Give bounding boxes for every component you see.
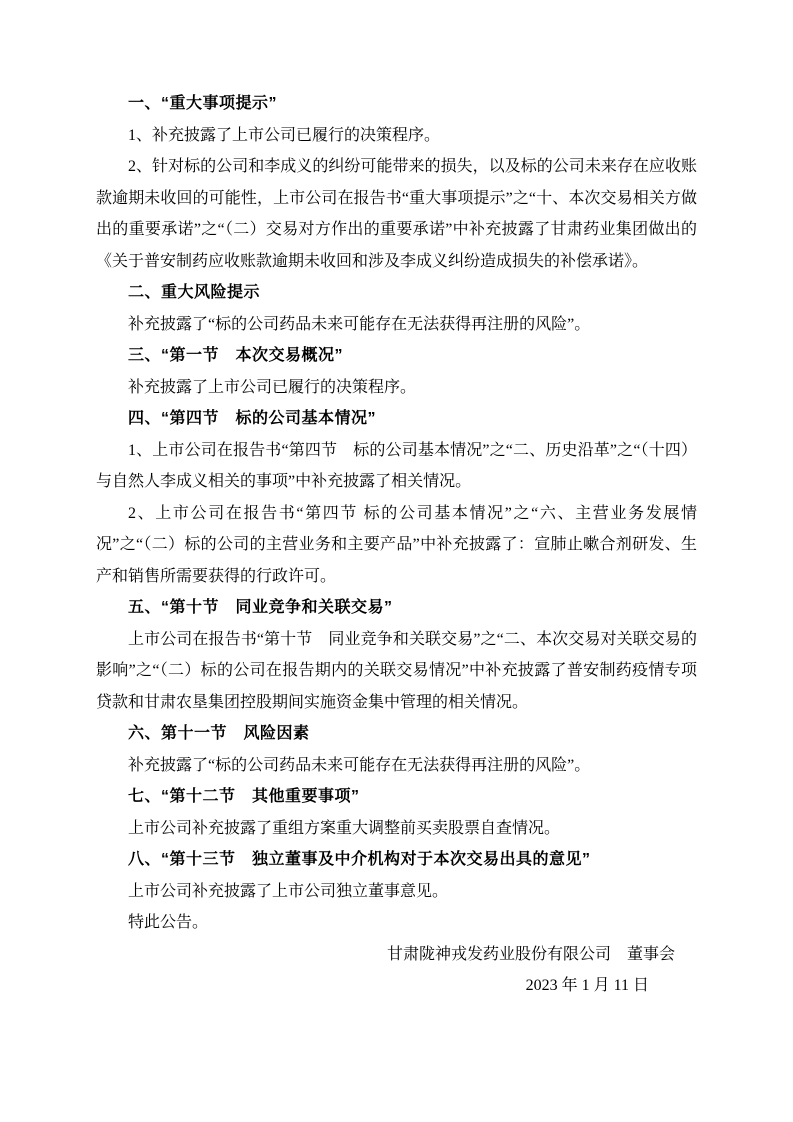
section-2-heading: 二、重大风险提示: [128, 284, 261, 301]
section-4-paragraph-1: 1、上市公司在报告书“第四节 标的公司基本情况”之“二、历史沿革”之“（十四）与自然人李成义相关的事项”中补充披露了相关情况。: [96, 441, 697, 490]
announcement-date: 2023 年 1 月 11 日: [525, 977, 649, 994]
section-1-heading: 一、“重大事项提示”: [128, 95, 278, 112]
section-6-heading: 六、第十一节 风险因素: [128, 725, 310, 742]
section-2-paragraph-1: 补充披露了“标的公司药品未来可能存在无法获得再注册的风险”。: [128, 315, 591, 333]
section-7-heading: 七、“第十二节 其他重要事项”: [128, 788, 360, 805]
section-1-paragraph-2: 2、针对标的公司和李成义的纠纷可能带来的损失，以及标的公司未来存在应收账款逾期未收回的可能性，上市公司在报告书“重大事项提示”之“十、本次交易相关方做出的重要承诺”之“（二）交易对方作出的重要承诺”中补充披露了甘肃药业集团做出的《关于普安制药应收账款逾期未收回和涉及李成义纠纷造成损失的补偿承诺》。: [96, 158, 697, 270]
section-8-paragraph-1: 上市公司补充披露了上市公司独立董事意见。: [128, 882, 449, 900]
section-3-paragraph-1: 补充披露了上市公司已履行的决策程序。: [128, 378, 417, 396]
section-8-heading: 八、“第十三节 独立董事及中介机构对于本次交易出具的意见”: [128, 851, 591, 868]
section-4-paragraph-2: 2、上市公司在报告书“第四节 标的公司基本情况”之“六、主营业务发展情况”之“（二）标的公司的主营业务和主要产品”中补充披露了：宣肺止嗽合剂研发、生产和销售所需要获得的行政许可。: [96, 504, 697, 585]
section-7-paragraph-1: 上市公司补充披露了重组方案重大调整前买卖股票自查情况。: [128, 819, 561, 837]
section-5-heading: 五、“第十节 同业竞争和关联交易”: [128, 599, 393, 616]
section-4-heading: 四、“第四节 标的公司基本情况”: [128, 410, 377, 427]
section-3-heading: 三、“第一节 本次交易概况”: [128, 347, 344, 364]
section-6-paragraph-1: 补充披露了“标的公司药品未来可能存在无法获得再注册的风险”。: [128, 756, 591, 774]
section-5-paragraph-1: 上市公司在报告书“第十节 同业竞争和关联交易”之“二、本次交易对关联交易的影响”之“（二）标的公司在报告期内的关联交易情况”中补充披露了普安制药疫情专项贷款和甘肃农垦集团控股期间实施资金集中管理的相关情况。: [96, 630, 697, 711]
company-signature: 甘肃陇神戎发药业股份有限公司 董事会: [386, 945, 675, 963]
section-1-paragraph-1: 1、补充披露了上市公司已履行的决策程序。: [128, 126, 441, 144]
closing-statement: 特此公告。: [128, 914, 209, 931]
